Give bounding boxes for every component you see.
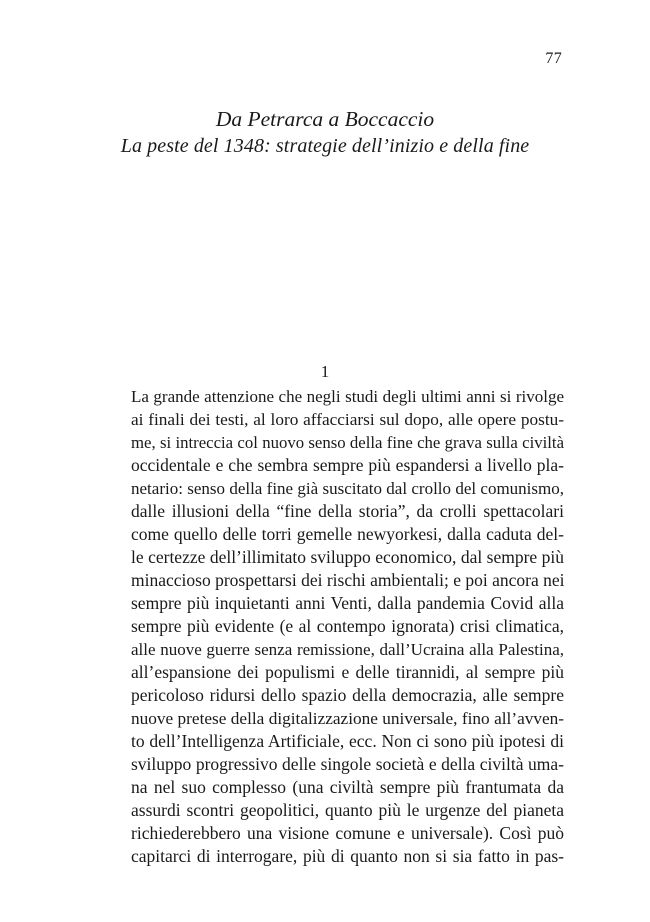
page-number: 77: [545, 50, 562, 67]
chapter-title-block: [0, 106, 650, 160]
text-line: richiederebbero una visione comune e universale). Così può: [131, 823, 564, 843]
text-line: ai finali dei testi, al loro affacciarsi sul dopo, alle opere postu-: [131, 410, 564, 429]
text-line: me, si intreccia col nuovo senso della fine che grava sulla civiltà: [131, 433, 564, 452]
text-line: pericoloso ridursi dello spazio della democrazia, alle sempre: [131, 685, 564, 705]
text-line: capitarci di interrogare, più di quanto non si sia fatto in pas-: [131, 846, 564, 866]
chapter-title: Da Petrarca a Boccaccio: [215, 107, 435, 131]
text-line: alle nuove guerre senza remissione, dall’Ucraina alla Palestina,: [131, 640, 564, 659]
chapter-subtitle: La peste del 1348: strategie dell’inizio e della fine: [120, 135, 530, 157]
text-line: come quello delle torri gemelle newyorkesi, dalla caduta del-: [131, 524, 564, 544]
section-number: 1: [320, 362, 330, 381]
text-line: sempre più evidente (e al contempo ignorata) crisi climatica,: [131, 616, 564, 636]
text-line: sviluppo progressivo delle singole società e della civiltà uma-: [131, 754, 564, 774]
text-line: assurdi scontri geopolitici, quanto più le urgenze del pianeta: [131, 800, 564, 820]
text-line: all’espansione dei populismi e delle tirannidi, al sempre più: [131, 662, 564, 682]
text-line: to dell’Intelligenza Artificiale, ecc. Non ci sono più ipotesi di: [131, 731, 564, 751]
text-line: netario: senso della fine già suscitato dal crollo del comunismo,: [131, 479, 564, 498]
text-line: dalle illusioni della “fine della storia”, da crolli spettacolari: [131, 501, 564, 521]
text-line: nuove pretese della digitalizzazione universale, fino all’avven-: [131, 709, 564, 728]
text-line: occidentale e che sembra sempre più espandersi a livello pla-: [131, 455, 564, 475]
text-line: La grande attenzione che negli studi degli ultimi anni si rivolge: [131, 387, 564, 406]
text-line: sempre più inquietanti anni Venti, dalla pandemia Covid alla: [131, 593, 564, 613]
text-line: le certezze dell’illimitato sviluppo economico, dal sempre più: [131, 547, 564, 567]
text-line: minaccioso prospettarsi dei rischi ambientali; e poi ancora nei: [131, 570, 564, 590]
text-line: na nel suo complesso (una civiltà sempre più frantumata da: [131, 777, 564, 797]
body-paragraph: [131, 385, 564, 868]
